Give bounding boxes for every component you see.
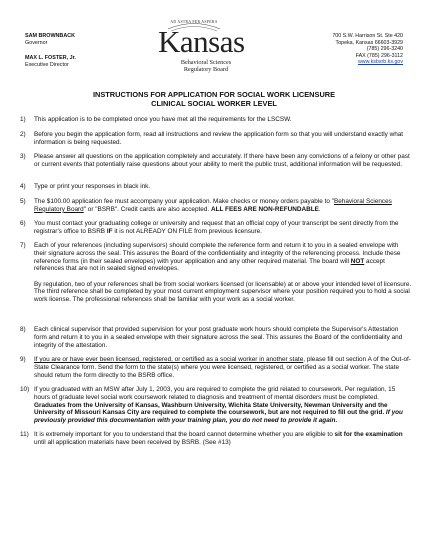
logo-wordmark: Kansas xyxy=(158,24,245,59)
website-link[interactable]: www.ksbsrb.ks.gov xyxy=(357,59,403,65)
instruction-item-3 xyxy=(20,153,412,183)
director-name: MAX L. FOSTER, Jr. xyxy=(25,55,76,61)
item-number: 2) xyxy=(20,131,26,138)
contact-block xyxy=(332,33,403,66)
state-motto: AD ASTRA PER ASPERA xyxy=(170,20,218,24)
director-title: Executive Director xyxy=(25,62,69,68)
officials-block xyxy=(25,33,76,69)
board-name-line1: Behavioral Sciences xyxy=(180,59,232,66)
fees-warning: ALL FEES ARE NON-REFUNDABLE xyxy=(210,205,319,213)
phone-number: (785) 296-3240 xyxy=(366,46,403,52)
payee-name: Behavioral Sciences Regulatory Board xyxy=(34,198,392,213)
board-name-line2: Regulatory Board xyxy=(183,66,229,74)
item-text: Type or print your responses in black ink. xyxy=(34,183,151,190)
fax-number: FAX (785) 296-3112 xyxy=(355,52,403,59)
instruction-item-5 xyxy=(20,198,412,220)
instruction-item-2 xyxy=(20,131,412,153)
governor-name: SAM BROWNBACK xyxy=(25,33,76,39)
item-number: 8) xyxy=(20,326,26,333)
item-number: 7) xyxy=(20,242,26,249)
instruction-item-6 xyxy=(20,220,412,242)
item-text: It is extremely important for you to understand that the board cannot determine whether you are eligible to sit for the examination until all application materials have been received by BSRB. (See #13) xyxy=(34,431,403,446)
address-line1: 700 S.W. Harrison St. Ste 420 xyxy=(332,33,403,39)
instruction-item-11 xyxy=(20,431,412,447)
document-title: INSTRUCTIONS FOR APPLICATION FOR SOCIAL WORK LICENSURE xyxy=(92,90,336,99)
instruction-item-10 xyxy=(20,386,412,431)
item-text: Before you begin the application form, read all instructions and review the application form so that you will understand exactly what information is being requested. xyxy=(34,131,404,146)
document-subtitle: CLINICAL SOCIAL WORKER LEVEL xyxy=(151,99,277,108)
item-number: 1) xyxy=(20,116,26,123)
item-text: The $100.00 application fee must accompany your application. Make checks or money orders payable to "Behavioral Sciences Regulatory Board" or "BSRB". Credit cards are also accepted. ALL FEES ARE NON-REFUNDABLE. xyxy=(34,198,392,213)
instruction-item-7 xyxy=(20,242,412,326)
item-text: If you graduated with an MSW after July 1, 2003, you are required to complete the grid related to coursework. Per regulation, 15 hours of graduate level social work coursework related to diagnosis and treatment of mental disorders must be completed. Graduates from the University of Kansas, Washburn University, Wichita State University, Newman University and the University of Missouri Kansas City are required to complete the coursework, but are not required to fill out the grid. If you previously provided this documentation with your training plan, you do not need to provide it again. xyxy=(34,386,403,425)
instruction-item-8 xyxy=(20,326,412,356)
item-text: Please answer all questions on the application completely and accurately. If there have been any convictions of a felony or other past or current events that potentially raise questions about your ability to merit the public trust, additional information will be requested. xyxy=(34,153,410,168)
item-number: 11) xyxy=(20,431,29,438)
item-number: 9) xyxy=(20,356,26,363)
item-paragraph-2: By regulation, two of your references shall be from social workers licensed (or licensable) at or above your intended level of licensure. The third reference shall be completed by your most current employment supervisor where your position required you to hold a social work license. The professional references shall be familiar with your work as a social worker. xyxy=(34,280,412,304)
item-text: This application is to be completed once you have met all the requirements for the LSCSW. xyxy=(34,116,292,123)
board-name xyxy=(171,59,241,73)
kansas-bsrb-logo xyxy=(138,20,253,80)
item-number: 5) xyxy=(20,198,26,205)
address-line2: Topeka, Kansas 66603-3929 xyxy=(335,39,403,46)
item-text: Each clinical supervisor that provided supervision for your post graduate work hours should complete the Supervisor's Attestation form and return it to you in a sealed envelope with their signature across the seal. This assures the Board of the confidentiality and integrity of the attestation. xyxy=(34,326,403,349)
item-number: 10) xyxy=(20,386,30,393)
instruction-item-4 xyxy=(20,183,412,198)
item-text: If you are or have ever been licensed, registered, or certified as a social worker in another state, please fill out section A of the Out-of-State Clearance form. Send the form to the state(s) where you were licensed, registered, or certified as a social worker. The state should return the form directly to the BSRB office. xyxy=(34,356,411,379)
item-text: You must contact your graduating college or university and request that an official copy of your transcript be sent directly from the registrar's office to BSRB IF it is not ALREADY ON FILE from previous licensure. xyxy=(34,220,399,235)
governor-title: Governor xyxy=(25,40,48,46)
item-number: 3) xyxy=(20,153,26,160)
item-number: 6) xyxy=(20,220,26,227)
item-text: Each of your references (including supervisors) should complete the reference form and return it to you in a sealed envelope with their signature across the seal. This assures the Board of the confidentiality and integrity of the referencing process. Include these reference forms (in their sealed envelopes) with your application and any other required material. The board will NOT accept references that are not in sealed signed envelopes. By regulation, two of your references shall be from social workers licensed (or licensable) at or above your intended level of licensure. The third reference shall be completed by your most current employment supervisor where your position required you to hold a social work license. The professional references shall be familiar with your work as a social worker. xyxy=(34,242,412,304)
instruction-item-9 xyxy=(20,356,412,386)
item-number: 4) xyxy=(20,183,26,190)
instruction-list xyxy=(20,116,412,447)
instruction-item-1 xyxy=(20,116,412,131)
